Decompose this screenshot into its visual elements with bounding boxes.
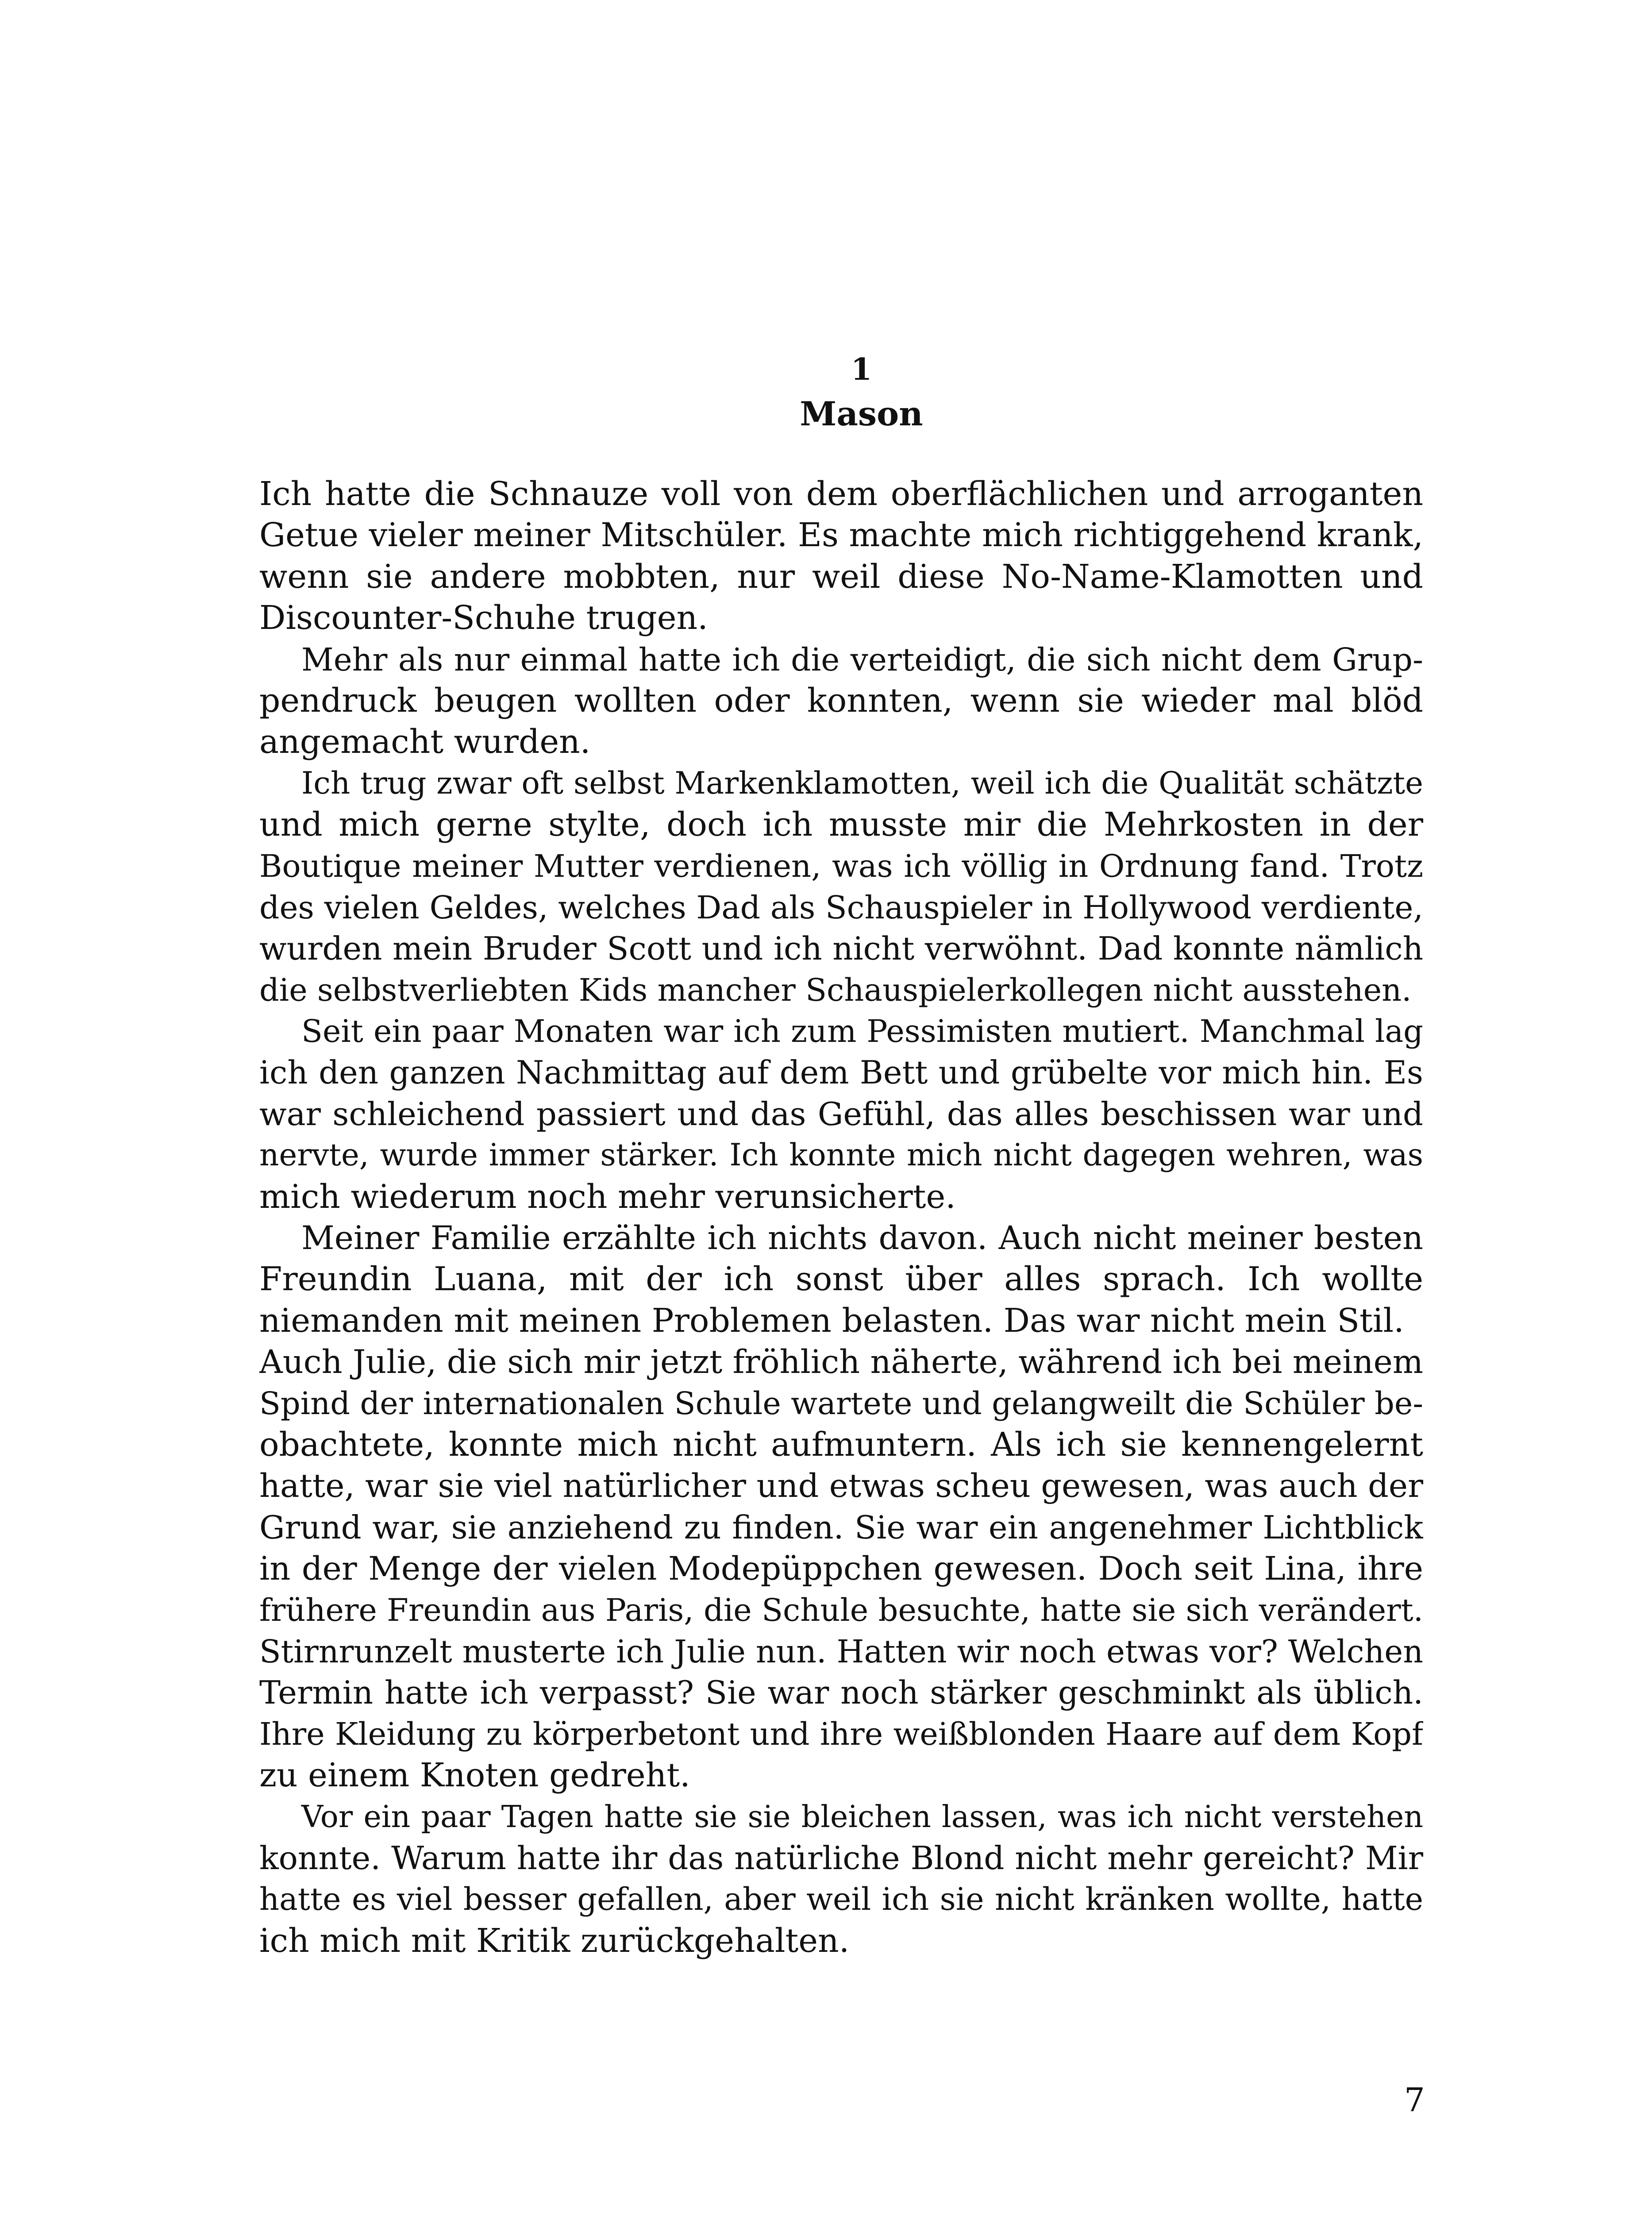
text-line: Ihre Kleidung zu körperbetont und ihre weißblonden Haare auf dem Kopf — [259, 1716, 1423, 1752]
text-line: wenn sie andere mobbten, nur weil diese No-Name-Klamotten und — [259, 557, 1423, 596]
text-line: Boutique meiner Mutter verdienen, was ich völlig in Ordnung fand. Trotz — [259, 848, 1423, 884]
text-line: Spind der internationalen Schule wartete und gelangweilt die Schüler be- — [259, 1385, 1423, 1422]
text-line: ich den ganzen Nachmittag auf dem Bett und grübelte vor mich hin. Es — [259, 1054, 1423, 1091]
text-line: Stirnrunzelt musterte ich Julie nun. Hatten wir noch etwas vor? Welchen — [259, 1633, 1423, 1670]
text-line: die selbstverliebten Kids mancher Schauspielerkollegen nicht ausstehen. — [259, 972, 1412, 1008]
text-line: Seit ein paar Monaten war ich zum Pessimisten mutiert. Manchmal lag — [301, 1013, 1423, 1050]
text-line: zu einem Knoten gedreht. — [259, 1756, 690, 1795]
text-line: konnte. Warum hatte ihr das natürliche Blond nicht mehr gereicht? Mir — [259, 1839, 1423, 1877]
text-line: frühere Freundin aus Paris, die Schule besuchte, hatte sie sich verändert. — [259, 1592, 1423, 1628]
text-line: ich mich mit Kritik zurückgehalten. — [259, 1921, 850, 1960]
text-line: obachtete, konnte mich nicht aufmuntern. Als ich sie kennengelernt — [259, 1425, 1423, 1464]
text-line: war schleichend passiert und das Gefühl, das alles beschissen war und — [259, 1095, 1423, 1133]
text-line: Ich trug zwar oft selbst Markenklamotten, weil ich die Qualität schätzte — [301, 765, 1423, 801]
text-line: hatte, war sie viel natürlicher und etwas scheu gewesen, was auch der — [259, 1467, 1423, 1505]
text-line: in der Menge der vielen Modepüppchen gewesen. Doch seit Lina, ihre — [259, 1550, 1423, 1588]
text-line: Meiner Familie erzählte ich nichts davon. Auch nicht meiner besten — [301, 1219, 1423, 1257]
chapter-number: 1 — [851, 352, 872, 387]
text-line: des vielen Geldes, welches Dad als Schauspieler in Hollywood verdiente, — [259, 889, 1423, 926]
page-number: 7 — [1404, 2081, 1425, 2119]
text-line: hatte es viel besser gefallen, aber weil ich sie nicht kränken wollte, hatte — [259, 1881, 1423, 1918]
text-line: Auch Julie, die sich mir jetzt fröhlich näherte, während ich bei meinem — [259, 1343, 1423, 1381]
text-line: Discounter-Schuhe trugen. — [259, 599, 708, 637]
text-line: Mehr als nur einmal hatte ich die verteidigt, die sich nicht dem Grup- — [301, 641, 1423, 678]
text-line: mich wiederum noch mehr verunsicherte. — [259, 1177, 956, 1216]
text-line: Ich hatte die Schnauze voll von dem oberflächlichen und arroganten — [259, 475, 1423, 513]
text-line: Termin hatte ich verpasst? Sie war noch stärker geschminkt als üblich. — [259, 1674, 1423, 1712]
text-line: angemacht wurden. — [259, 723, 591, 761]
text-line: pendruck beugen wollten oder konnten, wenn sie wieder mal blöd — [259, 681, 1423, 720]
chapter-title: Mason — [800, 394, 923, 433]
body-text — [259, 474, 1423, 1962]
text-line: Getue vieler meiner Mitschüler. Es machte mich richtiggehend krank, — [259, 516, 1423, 555]
text-line: niemanden mit meinen Problemen belasten. Das war nicht mein Stil. — [259, 1301, 1404, 1340]
text-line: Freundin Luana, mit der ich sonst über alles sprach. Ich wollte — [259, 1260, 1423, 1299]
text-line: nervte, wurde immer stärker. Ich konnte mich nicht dagegen wehren, was — [259, 1137, 1423, 1173]
text-line: wurden mein Bruder Scott und ich nicht verwöhnt. Dad konnte nämlich — [259, 930, 1423, 968]
text-line: Grund war, sie anziehend zu finden. Sie war ein angenehmer Lichtblick — [259, 1508, 1423, 1546]
text-line: Vor ein paar Tagen hatte sie sie bleichen lassen, was ich nicht verstehen — [301, 1799, 1423, 1835]
text-line: und mich gerne stylte, doch ich musste mir die Mehrkosten in der — [259, 806, 1423, 844]
